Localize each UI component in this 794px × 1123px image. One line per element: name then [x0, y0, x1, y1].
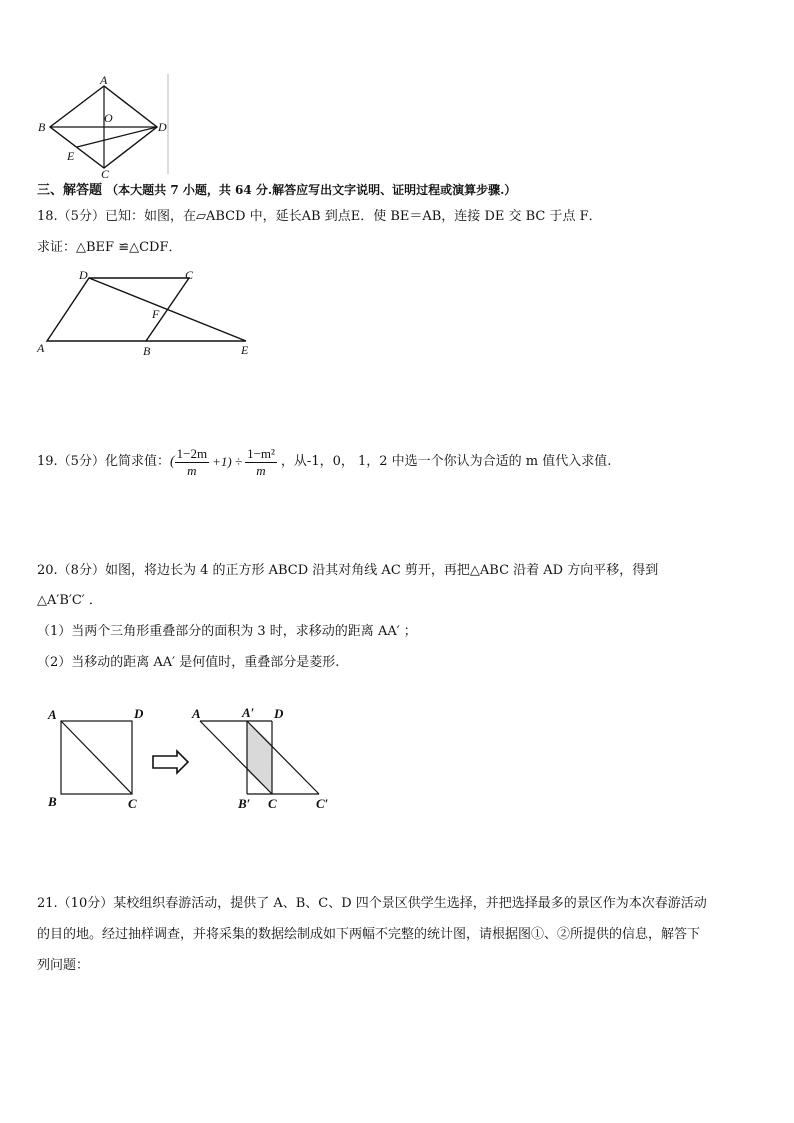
- q18-line2: 求证：△BEF ≌△CDF．: [37, 240, 182, 255]
- section-heading: [37, 181, 516, 200]
- left-label-d: D: [134, 706, 144, 721]
- q19-frac2-numerator: 1−m²: [247, 445, 275, 461]
- label-o: O: [104, 111, 113, 125]
- right-label-b-prime: B′: [238, 796, 251, 811]
- label-b: B: [143, 344, 151, 358]
- left-label-c: C: [128, 796, 137, 811]
- q19-suffix: ，从-1，0， 1，2 中选一个你认为合适的 m 值代入求值.: [280, 454, 612, 469]
- label-d: D: [158, 120, 167, 134]
- label-e: E: [241, 343, 249, 357]
- q20-line2: △A′B′C′ ．: [37, 593, 102, 608]
- q21-line3: 列问题：: [37, 958, 90, 973]
- label-a: A: [100, 74, 108, 87]
- square-translation-figure: [40, 700, 350, 815]
- q20-part1: （1）当两个三角形重叠部分的面积为 3 时，求移动的距离 AA′ ；: [37, 624, 417, 639]
- q19-frac2-denominator: m: [256, 462, 266, 478]
- right-arrow-icon: [153, 751, 188, 773]
- q19-plus-one: +1) ÷: [212, 454, 243, 469]
- right-label-a: A: [192, 706, 201, 721]
- q19-line: [37, 442, 611, 482]
- rhombus-figure: [30, 74, 175, 179]
- q19-fraction-1: [175, 446, 209, 479]
- right-label-a-prime: A′: [242, 705, 255, 720]
- label-b: B: [38, 120, 46, 134]
- label-e: E: [67, 149, 75, 163]
- q19-prefix: 19.（5分）化简求值：: [37, 454, 170, 469]
- q21-line1: 21.（10分）某校组织春游活动，提供了 A、B、C、D 四个景区供学生选择，并把选择最多的景区作为本次春游活动: [37, 896, 707, 911]
- q19-frac1-denominator: m: [187, 462, 197, 478]
- q20-part2: （2）当移动的距离 AA′ 是何值时，重叠部分是菱形.: [37, 655, 340, 670]
- label-c: C: [101, 167, 110, 179]
- label-a: A: [37, 341, 45, 355]
- diagonal-ac: [61, 721, 132, 794]
- right-label-c: C: [268, 796, 277, 811]
- label-f: F: [152, 307, 160, 321]
- left-label-a: A: [48, 707, 57, 722]
- section-note: （本大题共 7 小题，共 64 分.解答应写出文字说明、证明过程或演算步骤.）: [106, 183, 517, 197]
- left-label-b: B: [48, 794, 57, 809]
- q21-line2: 的目的地。经过抽样调查，并将采集的数据绘制成如下两幅不完整的统计图，请根据图①、②所提供的信息，解答下: [37, 927, 701, 942]
- q19-open-paren: (: [169, 454, 175, 469]
- right-label-c-prime: C′: [316, 796, 329, 811]
- label-d: D: [79, 268, 88, 282]
- parallelogram-figure: [34, 266, 259, 360]
- q19-fraction-2: [245, 446, 277, 479]
- section-title: 三、解答题: [37, 183, 103, 198]
- q18-line1: 18.（5分）已知：如图，在▱ABCD 中，延长AB 到点E．使 BE＝AB，连接 DE 交 BC 于点 F．: [37, 209, 602, 224]
- right-label-d: D: [274, 706, 284, 721]
- q19-frac1-numerator: 1−2m: [176, 445, 208, 461]
- q20-line1: 20.（8分）如图，将边长为 4 的正方形 ABCD 沿其对角线 AC 剪开，再把△ABC 沿着 AD 方向平移，得到: [37, 563, 659, 578]
- label-c: C: [185, 268, 194, 282]
- segment-de: [89, 278, 246, 341]
